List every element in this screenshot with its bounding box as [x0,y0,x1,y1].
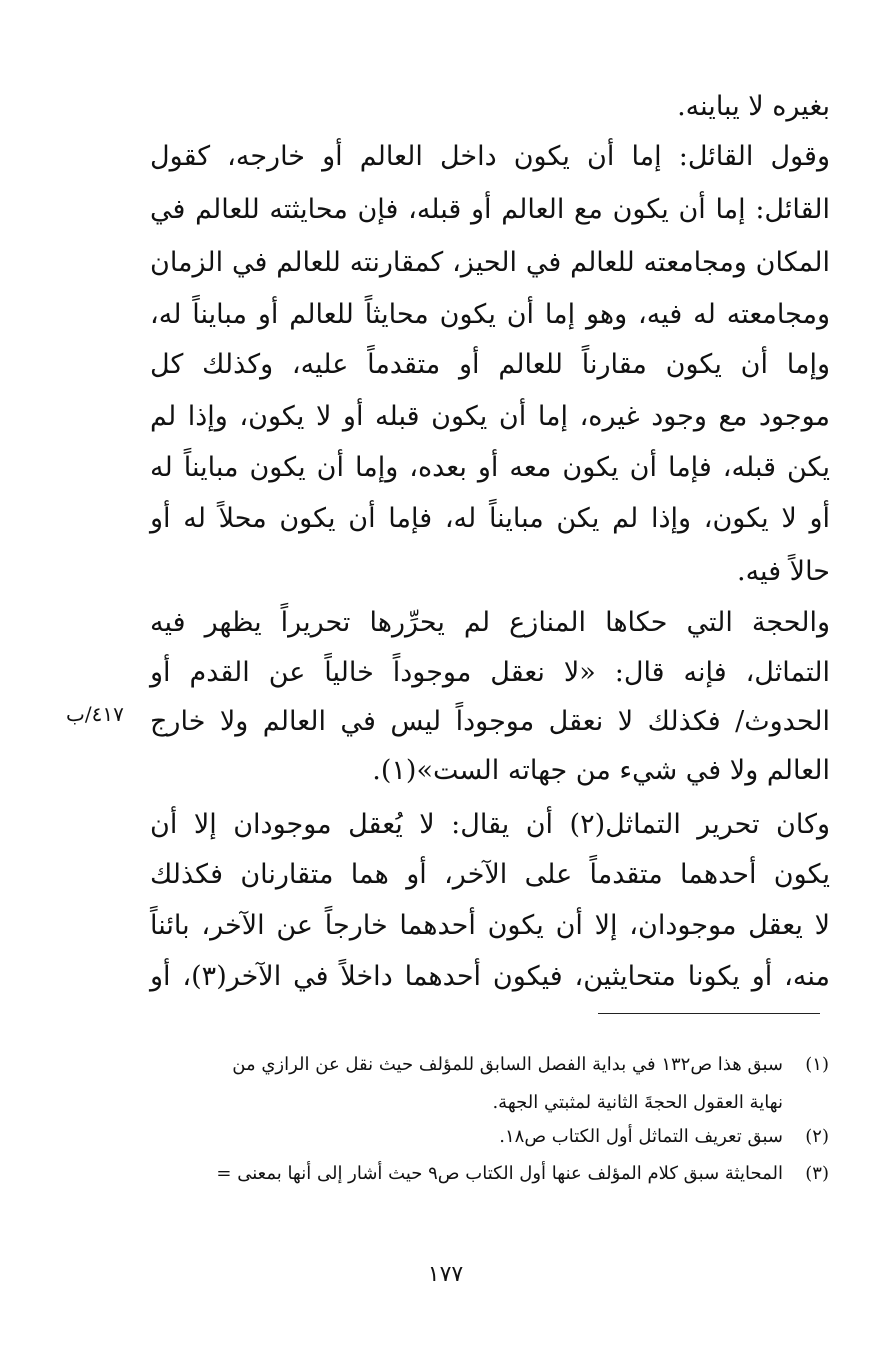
footnote [139,1159,829,1189]
text-line: حالاً فيه. [736,556,830,587]
text-line: وكان تحرير التماثل(٢) أن يقال: لا يُعقل موجودان إلا أن [150,809,830,840]
footnote-text: المحايثة سبق كلام المؤلف عنها أول الكتاب ص٩ حيث أشار إلى أنها بمعنى = [216,1163,783,1184]
page-number: ١٧٧ [427,1262,464,1287]
text-line: موجود مع وجود غيره، إما أن يكون قبله أو لا يكون، وإذا لم [150,401,830,432]
manuscript-folio-marker: ٤١٧/ب [66,702,124,726]
footnote-number: (٢) [805,1126,829,1147]
text-line: منه، أو يكونا متحايثين، فيكون أحدهما داخلاً في الآخر(٣)، أو [150,961,830,992]
footnote-text: سبق هذا ص١٣٢ في بداية الفصل السابق للمؤلف حيث نقل عن الرازي من [232,1054,783,1075]
text-line: وإما أن يكون مقارناً للعالم أو متقدماً عليه، وكذلك كل [150,349,830,380]
text-line: يكن قبله، فإما أن يكون معه أو بعده، وإما أن يكون مبايناً له [150,452,830,483]
text-line: المكان ومجامعته للعالم في الحيز، كمقارنته للعالم في الزمان [150,247,830,278]
text-line: بغيره لا يباينه. [677,91,830,122]
text-line: القائل: إما أن يكون مع العالم أو قبله، فإن محايثته للعالم في [150,194,830,225]
text-line: يكون أحدهما متقدماً على الآخر، أو هما متقارنان فكذلك [150,859,830,890]
footnote-number: (٣) [805,1163,829,1184]
text-line: لا يعقل موجودان، إلا أن يكون أحدهما خارجاً عن الآخر، بائناً [150,910,830,941]
text-line: التماثل، فإنه قال: «لا نعقل موجوداً خالياً عن القدم أو [150,657,830,688]
footnote [139,1088,829,1118]
text-line: الحدوث/ فكذلك لا نعقل موجوداً ليس في العالم ولا خارج [150,706,830,737]
text-line: العالم ولا في شيء من جهاته الست»(١). [372,755,830,786]
text-line: أو لا يكون، وإذا لم يكن مبايناً له، فإما أن يكون محلاً له أو [150,503,830,534]
footnote [139,1050,829,1080]
text-line: وقول القائل: إما أن يكون داخل العالم أو خارجه، كقول [150,141,830,172]
footnote-number: (١) [805,1054,829,1075]
footnote-separator [598,1013,820,1014]
footnote-text: نهاية العقول الحجةَ الثانية لمثبتي الجهة. [492,1092,783,1113]
footnote-text: سبق تعريف التماثل أول الكتاب ص١٨. [499,1126,783,1147]
footnote [139,1122,829,1152]
text-line: ومجامعته له فيه، وهو إما أن يكون محايثاً للعالم أو مبايناً له، [150,299,830,330]
text-line: والحجة التي حكاها المنازع لم يحرِّرها تحريراً يظهر فيه [150,607,830,638]
